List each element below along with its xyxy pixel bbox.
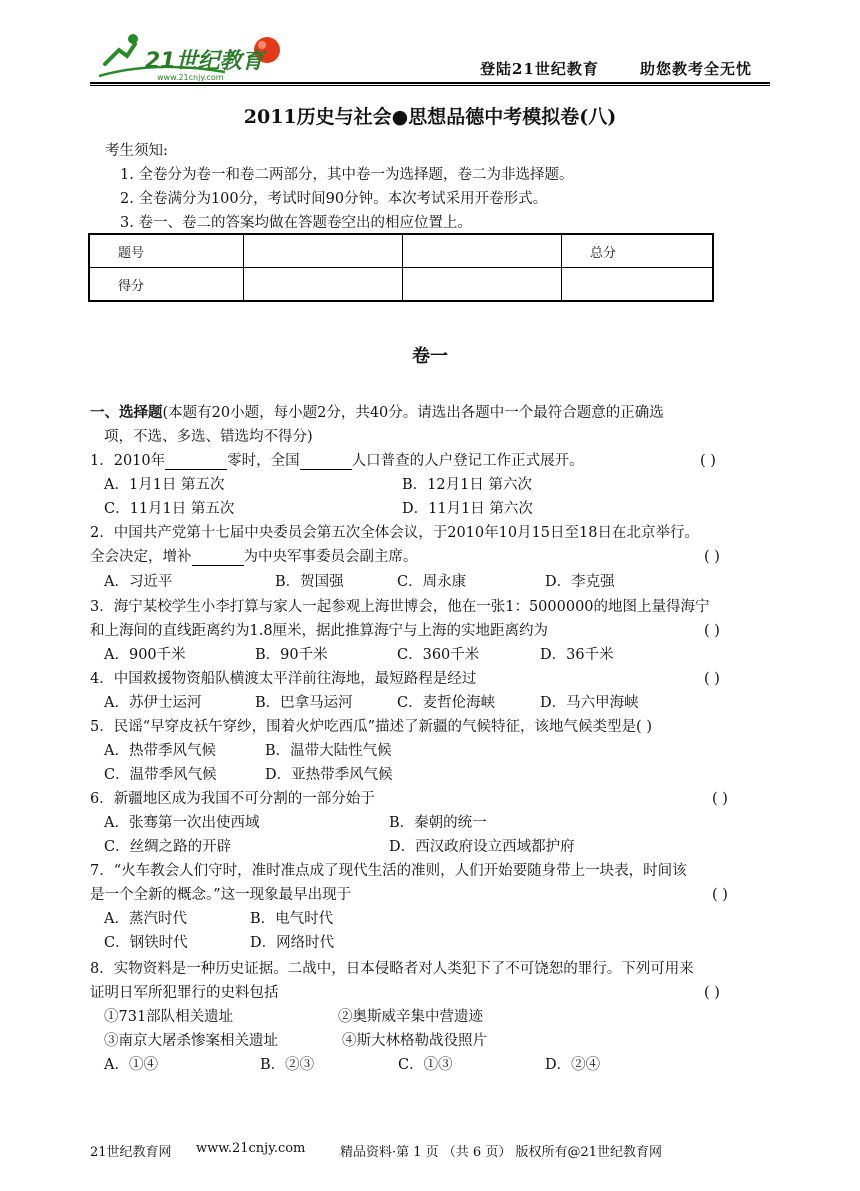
option-b: B．巴拿马运河 <box>255 695 353 711</box>
q1-text-b: 零时，全国 <box>227 453 300 469</box>
notice-item: 1. 全卷分为卷一和卷二两部分，其中卷一为选择题，卷二为非选择题。 <box>120 167 574 183</box>
question-7: 7．“火车教会人们守时，准时准点成了现代生活的准则，人们开始要随身带上一块表，时间该 <box>90 863 687 879</box>
option-c: C．周永康 <box>397 574 467 590</box>
option-c: C．麦哲伦海峡 <box>397 695 496 711</box>
option-a: A．①④ <box>104 1057 158 1073</box>
table-cell <box>403 234 562 268</box>
header-slogan-help: 助您教考全无忧 <box>640 60 753 78</box>
question-3-cont: 和上海间的直线距离约为1.8厘米，据此推算海宁与上海的实地距离约为 <box>90 623 549 639</box>
question-2-cont <box>90 548 418 566</box>
option-c: C．①③ <box>398 1057 453 1073</box>
option-c: C．360千米 <box>397 647 480 663</box>
footer-info: 精品资料·第 1 页 （共 6 页） 版权所有@21世纪教育网 <box>340 1145 663 1160</box>
answer-bracket: ( ) <box>704 623 720 639</box>
q1-text-a: 1．2010年 <box>90 453 166 469</box>
part-heading <box>90 404 664 422</box>
question-7-cont: 是一个全新的概念。”这一现象最早出现于 <box>90 887 352 903</box>
q1-blank-2 <box>300 455 352 470</box>
question-8: 8．实物资料是一种历史证据。二战中，日本侵略者对人类犯下了不可饶恕的罪行。下列可用来 <box>90 961 694 977</box>
option-b: B．②③ <box>260 1057 315 1073</box>
question-8-cont: 证明日军所犯罪行的史料包括 <box>90 985 279 1001</box>
notice-heading: 考生须知: <box>105 143 168 159</box>
section-title: 卷一 <box>412 346 448 367</box>
option-c: C．温带季风气候 <box>104 767 217 783</box>
header-divider <box>90 82 770 84</box>
table-cell <box>562 268 714 302</box>
answer-bracket: ( ) <box>700 453 716 469</box>
question-3: 3．海宁某校学生小李打算与家人一起参观上海世博会，他在一张1：5000000的地图上量得海宁 <box>90 599 710 615</box>
option-b: B．电气时代 <box>250 911 334 927</box>
question-2: 2．中国共产党第十七届中央委员会第五次全体会议，于2010年10月15日至18日在北京举行。 <box>90 525 699 541</box>
part-desc: (本题有20小题，每小题2分，共40分。请选出各题中一个最符合题意的正确选 <box>162 405 664 421</box>
q2-text-a: 全会决定，增补 <box>90 549 192 565</box>
answer-bracket: ( ) <box>712 791 728 807</box>
answer-bracket: ( ) <box>704 549 720 565</box>
statement-3: ③南京大屠杀惨案相关遗址 <box>104 1033 278 1049</box>
option-d: D．36千米 <box>540 647 614 663</box>
table-cell: 得分 <box>89 268 244 302</box>
statement-4: ④斯大林格勒战役照片 <box>342 1033 487 1049</box>
q2-text-b: 为中央军事委员会副主席。 <box>243 549 418 565</box>
option-b: B．贺国强 <box>275 574 344 590</box>
option-b: B．12月1日 第六次 <box>402 477 532 493</box>
notice-item: 3. 卷一、卷二的答案均做在答题卷空出的相应位置上。 <box>120 215 472 231</box>
option-d: D．②④ <box>545 1057 601 1073</box>
option-a: A．1月1日 第五次 <box>104 477 225 493</box>
option-a: A．苏伊士运河 <box>104 695 202 711</box>
option-a: A．张骞第一次出使西域 <box>104 815 260 831</box>
exam-title: 2011历史与社会●思想品德中考模拟卷(八) <box>243 106 617 128</box>
question-1 <box>90 452 584 470</box>
q1-blank-1 <box>165 455 227 470</box>
option-b: B．秦朝的统一 <box>389 815 487 831</box>
notice-item: 2. 全卷满分为100分，考试时间90分钟。本次考试采用开卷形式。 <box>120 191 548 207</box>
footer-url[interactable]: www.21cnjy.com <box>196 1141 306 1156</box>
q1-text-c: 人口普查的人户登记工作正式展开。 <box>351 453 584 469</box>
q2-blank <box>192 551 244 566</box>
option-d: D．11月1日 第六次 <box>402 501 533 517</box>
option-c: C．钢铁时代 <box>104 935 188 951</box>
option-b: B．90千米 <box>255 647 328 663</box>
option-d: D．西汉政府设立西域都护府 <box>389 839 575 855</box>
part-label: 一、选择题 <box>90 404 163 421</box>
table-cell <box>244 234 403 268</box>
table-cell <box>244 268 403 302</box>
option-b: B．温带大陆性气候 <box>265 743 392 759</box>
option-c: C．丝绸之路的开辟 <box>104 839 232 855</box>
answer-bracket: ( ) <box>704 671 720 687</box>
option-a: A．蒸汽时代 <box>104 911 187 927</box>
table-cell: 题号 <box>89 234 244 268</box>
footer-site: 21世纪教育网 <box>90 1145 172 1160</box>
option-c: C．11月1日 第五次 <box>104 501 235 517</box>
option-a: A．热带季风气候 <box>104 743 216 759</box>
question-6: 6．新疆地区成为我国不可分割的一部分始于 <box>90 791 375 807</box>
option-d: D．李克强 <box>545 574 615 590</box>
option-a: A．900千米 <box>104 647 186 663</box>
header-divider-thin <box>90 85 770 86</box>
question-5: 5．民谣“早穿皮袄午穿纱，围着火炉吃西瓜”描述了新疆的气候特征，该地气候类型是( ) <box>90 719 652 735</box>
svg-text:www.21cnjy.com: www.21cnjy.com <box>157 73 224 82</box>
answer-bracket: ( ) <box>704 985 720 1001</box>
table-cell: 总分 <box>562 234 714 268</box>
table-cell <box>403 268 562 302</box>
statement-1: ①731部队相关遗址 <box>104 1009 234 1025</box>
header-slogan-login: 登陆21世纪教育 <box>480 60 599 78</box>
site-logo <box>95 30 285 84</box>
svg-text:21世纪教育: 21世纪教育 <box>145 49 264 74</box>
option-d: D．马六甲海峡 <box>540 695 639 711</box>
table-row <box>89 268 713 302</box>
option-a: A．习近平 <box>104 574 173 590</box>
option-d: D．亚热带季风气候 <box>265 767 393 783</box>
option-d: D．网络时代 <box>250 935 335 951</box>
table-row <box>89 234 713 268</box>
question-4: 4．中国救援物资船队横渡太平洋前往海地，最短路程是经过 <box>90 671 477 687</box>
part-desc-cont: 项，不选、多选、错选均不得分) <box>104 429 313 445</box>
score-table <box>88 233 714 302</box>
statement-2: ②奥斯威辛集中营遗迹 <box>338 1009 483 1025</box>
answer-bracket: ( ) <box>712 887 728 903</box>
